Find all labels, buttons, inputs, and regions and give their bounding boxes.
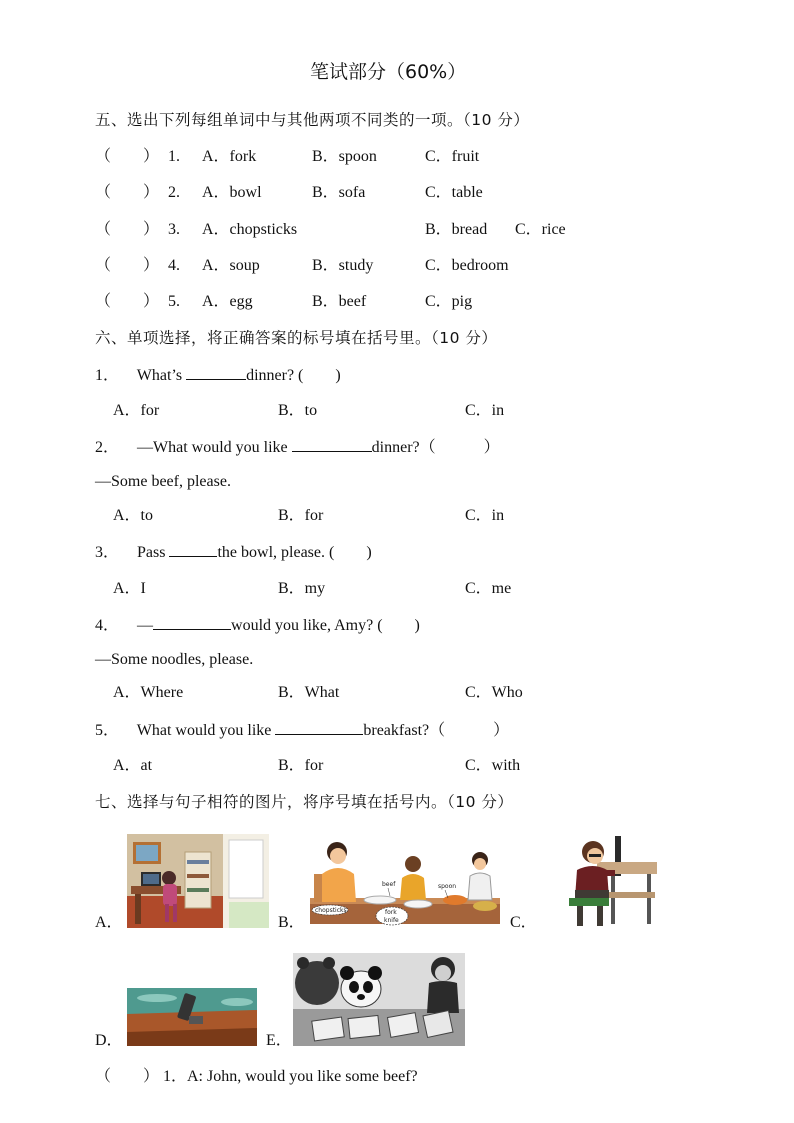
answer-paren[interactable]: （ ） [95, 257, 160, 274]
question-text-post: would you like, Amy? ( ) [231, 617, 420, 634]
question-number: 3． [95, 544, 120, 561]
item-number: 1. [168, 148, 180, 165]
option-c: C．with [465, 757, 521, 774]
answer-paren[interactable]: （ ） [95, 148, 160, 165]
question-5 [95, 720, 509, 741]
question-2 [95, 437, 500, 458]
answer-blank[interactable] [275, 720, 363, 735]
picture-b-label-fork: fork [385, 909, 397, 916]
option-a: A．chopsticks [202, 221, 298, 238]
option-b: B．study [312, 257, 374, 274]
picture-label-a: A． [95, 914, 123, 931]
picture-e-animals-and-books [293, 953, 465, 1046]
option-c: C．fruit [425, 148, 480, 165]
section-7-heading: 七、选择与句子相符的图片，将序号填在括号内。（10 分） [95, 793, 514, 811]
question-4-reply: —Some noodles, please. [95, 651, 254, 668]
option-b: B．bread [425, 221, 488, 238]
option-a: A．for [113, 402, 160, 419]
question-text-pre: —What would you like [137, 439, 292, 456]
picture-label-e: E． [266, 1032, 292, 1049]
item-number: 4. [168, 257, 180, 274]
question-text-pre: Pass [137, 544, 170, 561]
question-text-post: the bowl, please. ( ) [217, 544, 372, 561]
option-c: C．pig [425, 293, 473, 310]
section-7-question-1: 1．A: John, would you like some beef? [163, 1068, 418, 1085]
picture-c-boy-at-desk [567, 836, 659, 928]
question-4 [95, 615, 420, 636]
option-a: A．Where [113, 684, 184, 701]
option-c: C．in [465, 402, 505, 419]
option-a: A．bowl [202, 184, 262, 201]
picture-b-label-knife: knife [384, 917, 399, 924]
picture-a-study-room [127, 834, 269, 928]
option-a: A．I [113, 580, 146, 597]
answer-paren[interactable]: （ ） [95, 221, 160, 238]
answer-blank[interactable] [292, 437, 372, 452]
option-c: C．rice [515, 221, 566, 238]
picture-label-d: D． [95, 1032, 123, 1049]
picture-b-label-beef: beef [382, 881, 396, 888]
option-b: B．for [278, 757, 324, 774]
picture-b-dinner-table [310, 834, 500, 928]
option-c: C．in [465, 507, 505, 524]
question-number: 2． [95, 439, 120, 456]
picture-b-label-spoon: spoon [438, 883, 457, 890]
option-c: C．table [425, 184, 483, 201]
option-a: A．to [113, 507, 154, 524]
question-2-reply: —Some beef, please. [95, 473, 231, 490]
section-7-answer-paren[interactable]: （ ） [95, 1068, 160, 1085]
option-a: A．egg [202, 293, 253, 310]
question-text-post: breakfast?（ ） [363, 722, 510, 739]
option-a: A．soup [202, 257, 260, 274]
option-b: B．sofa [312, 184, 366, 201]
picture-label-b: B． [278, 914, 305, 931]
option-b: B．spoon [312, 148, 377, 165]
section-5-heading: 五、选出下列每组单词中与其他两项不同类的一项。（10 分） [95, 111, 530, 129]
question-number: 5． [95, 722, 120, 739]
answer-blank[interactable] [153, 615, 231, 630]
picture-d-phone-on-table [127, 988, 257, 1046]
option-c: C．me [465, 580, 512, 597]
question-text-pre: What’s [136, 367, 187, 384]
option-a: A．at [113, 757, 153, 774]
option-b: B．for [278, 507, 324, 524]
picture-label-c: C． [510, 914, 537, 931]
question-number: 1． [95, 367, 120, 384]
answer-paren[interactable]: （ ） [95, 184, 160, 201]
option-b: B．beef [312, 293, 367, 310]
item-number: 5. [168, 293, 180, 310]
section-6-heading: 六、单项选择，将正确答案的标号填在括号里。（10 分） [95, 329, 498, 347]
option-b: B．What [278, 684, 340, 701]
question-text-post: dinner?（ ） [371, 439, 500, 456]
option-c: C．bedroom [425, 257, 509, 274]
option-a: A．fork [202, 148, 257, 165]
question-3 [95, 542, 372, 563]
picture-b-label-chopsticks: chopsticks [315, 907, 347, 914]
option-c: C．Who [465, 684, 523, 701]
option-b: B．my [278, 580, 326, 597]
question-1 [95, 365, 341, 386]
question-number: 4． [95, 617, 120, 634]
item-number: 3. [168, 221, 180, 238]
answer-paren[interactable]: （ ） [95, 293, 160, 310]
answer-blank[interactable] [169, 542, 217, 557]
option-b: B．to [278, 402, 318, 419]
question-text-pre: What would you like [136, 722, 276, 739]
item-number: 2. [168, 184, 180, 201]
answer-blank[interactable] [186, 365, 246, 380]
question-text-post: dinner? ( ) [246, 367, 341, 384]
question-text-pre: — [137, 617, 154, 634]
page-title: 笔试部分（60%） [310, 61, 467, 83]
